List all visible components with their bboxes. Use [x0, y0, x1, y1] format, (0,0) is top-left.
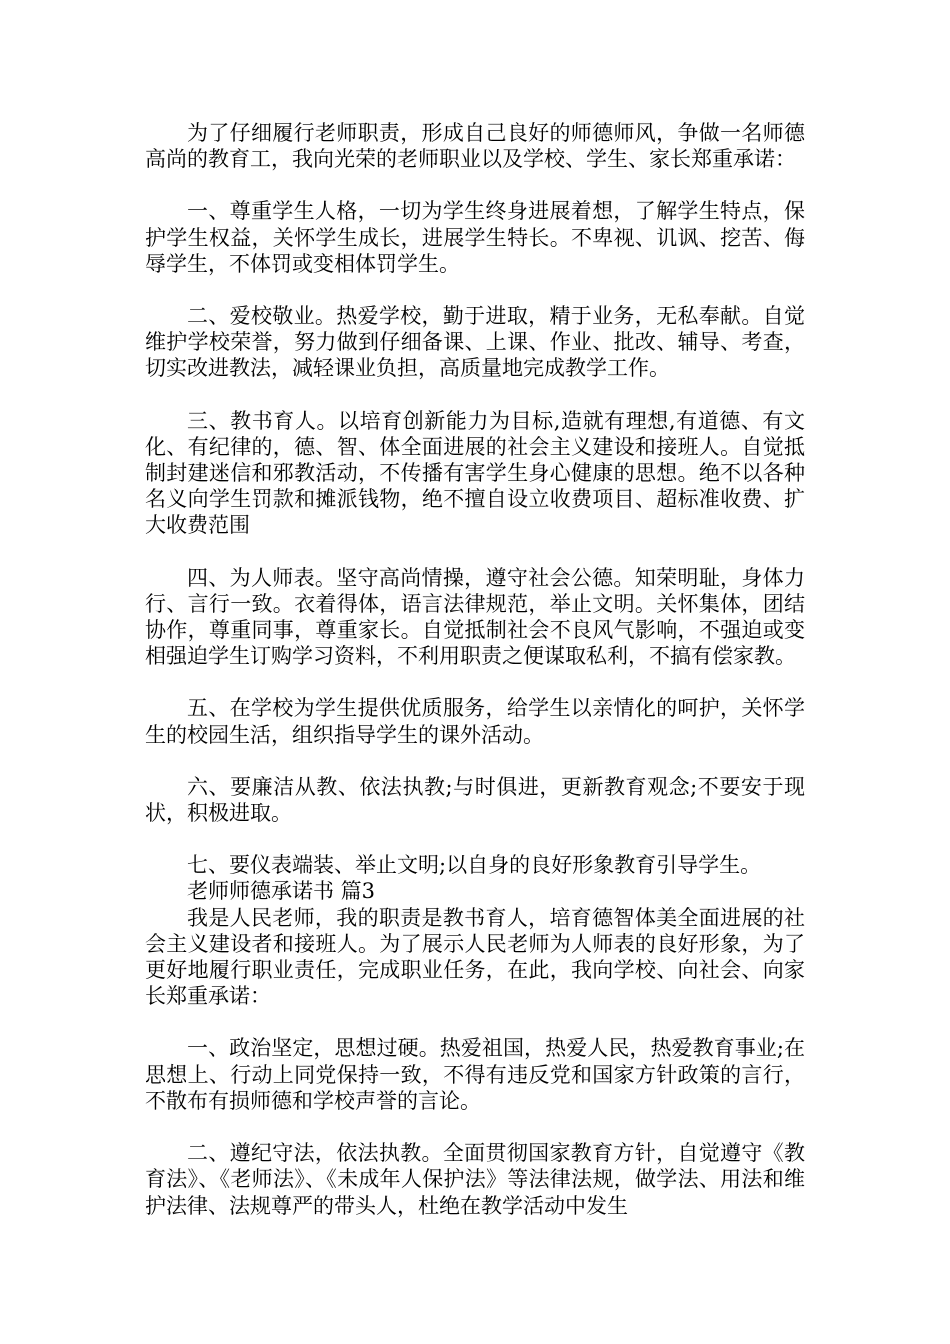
commitment-1-paragraph: 一、尊重学生人格，一切为学生终身进展着想，了解学生特点，保护学生权益，关怀学生成长，进展学生特长。不卑视、讥讽、挖苦、侮辱学生，不体罚或变相体罚学生。 [145, 199, 805, 276]
paragraph-gap [145, 539, 805, 565]
paragraph-gap [145, 172, 805, 198]
paragraph-gap [145, 669, 805, 695]
intro-paragraph: 为了仔细履行老师职责，形成自己良好的师德师风，争做一名师德高尚的教育工，我向光荣的老师职业以及学校、学生、家长郑重承诺： [145, 121, 805, 172]
document-body [145, 120, 805, 1219]
section-commitment-1-paragraph: 一、政治坚定，思想过硬。热爱祖国，热爱人民，热爱教育事业;在思想上、行动上同党保持一致，不得有违反党和国家方针政策的言行，不散布有损师德和学校声誉的言论。 [145, 1036, 805, 1113]
commitment-5-paragraph: 五、在学校为学生提供优质服务，给学生以亲情化的呵护，关怀学生的校园生活，组织指导学生的课外活动。 [145, 696, 805, 747]
commitment-7-paragraph: 七、要仪表端装、举止文明;以自身的良好形象教育引导学生。 [187, 853, 762, 878]
section-intro-paragraph: 我是人民老师，我的职责是教书育人，培育德智体美全面进展的社会主义建设者和接班人。为了展示人民老师为人师表的良好形象，为了更好地履行职业责任，完成职业任务，在此，我向学校、向社会、向家长郑重承诺： [145, 905, 805, 1009]
commitment-3-paragraph: 三、教书育人。以培育创新能力为目标,造就有理想,有道德、有文化、有纪律的，德、智、体全面进展的社会主义建设和接班人。自觉抵制封建迷信和邪教活动，不传播有害学生身心健康的思想。绝不以各种名义向学生罚款和摊派钱物，绝不擅自设立收费项目、超标准收费、扩大收费范围 [145, 408, 805, 538]
paragraph-gap [145, 748, 805, 774]
section-heading: 老师师德承诺书 篇3 [187, 879, 376, 904]
paragraph-gap [145, 1009, 805, 1035]
commitment-4-paragraph: 四、为人师表。坚守高尚情操，遵守社会公德。知荣明耻，身体力行、言行一致。衣着得体，语言法律规范，举止文明。关怀集体，团结协作，尊重同事，尊重家长。自觉抵制社会不良风气影响，不强迫或变相强迫学生订购学习资料，不利用职责之便谋取私利，不搞有偿家教。 [145, 565, 805, 669]
section-commitment-2-paragraph: 二、遵纪守法，依法执教。全面贯彻国家教育方针，自觉遵守《教育法》、《老师法》、《未成年人保护法》等法律法规，做学法、用法和维护法律、法规尊严的带头人，杜绝在教学活动中发生 [145, 1141, 805, 1218]
paragraph-gap [145, 826, 805, 852]
paragraph-gap [145, 382, 805, 408]
paragraph-gap [145, 277, 805, 303]
paragraph-gap [145, 1114, 805, 1140]
commitment-2-paragraph: 二、爱校敬业。热爱学校，勤于进取，精于业务，无私奉献。自觉维护学校荣誉，努力做到仔细备课、上课、作业、批改、辅导、考查，切实改进教法，减轻课业负担，高质量地完成教学工作。 [145, 304, 805, 381]
commitment-6-paragraph: 六、要廉洁从教、依法执教;与时俱进，更新教育观念;不要安于现状，积极进取。 [145, 774, 805, 826]
